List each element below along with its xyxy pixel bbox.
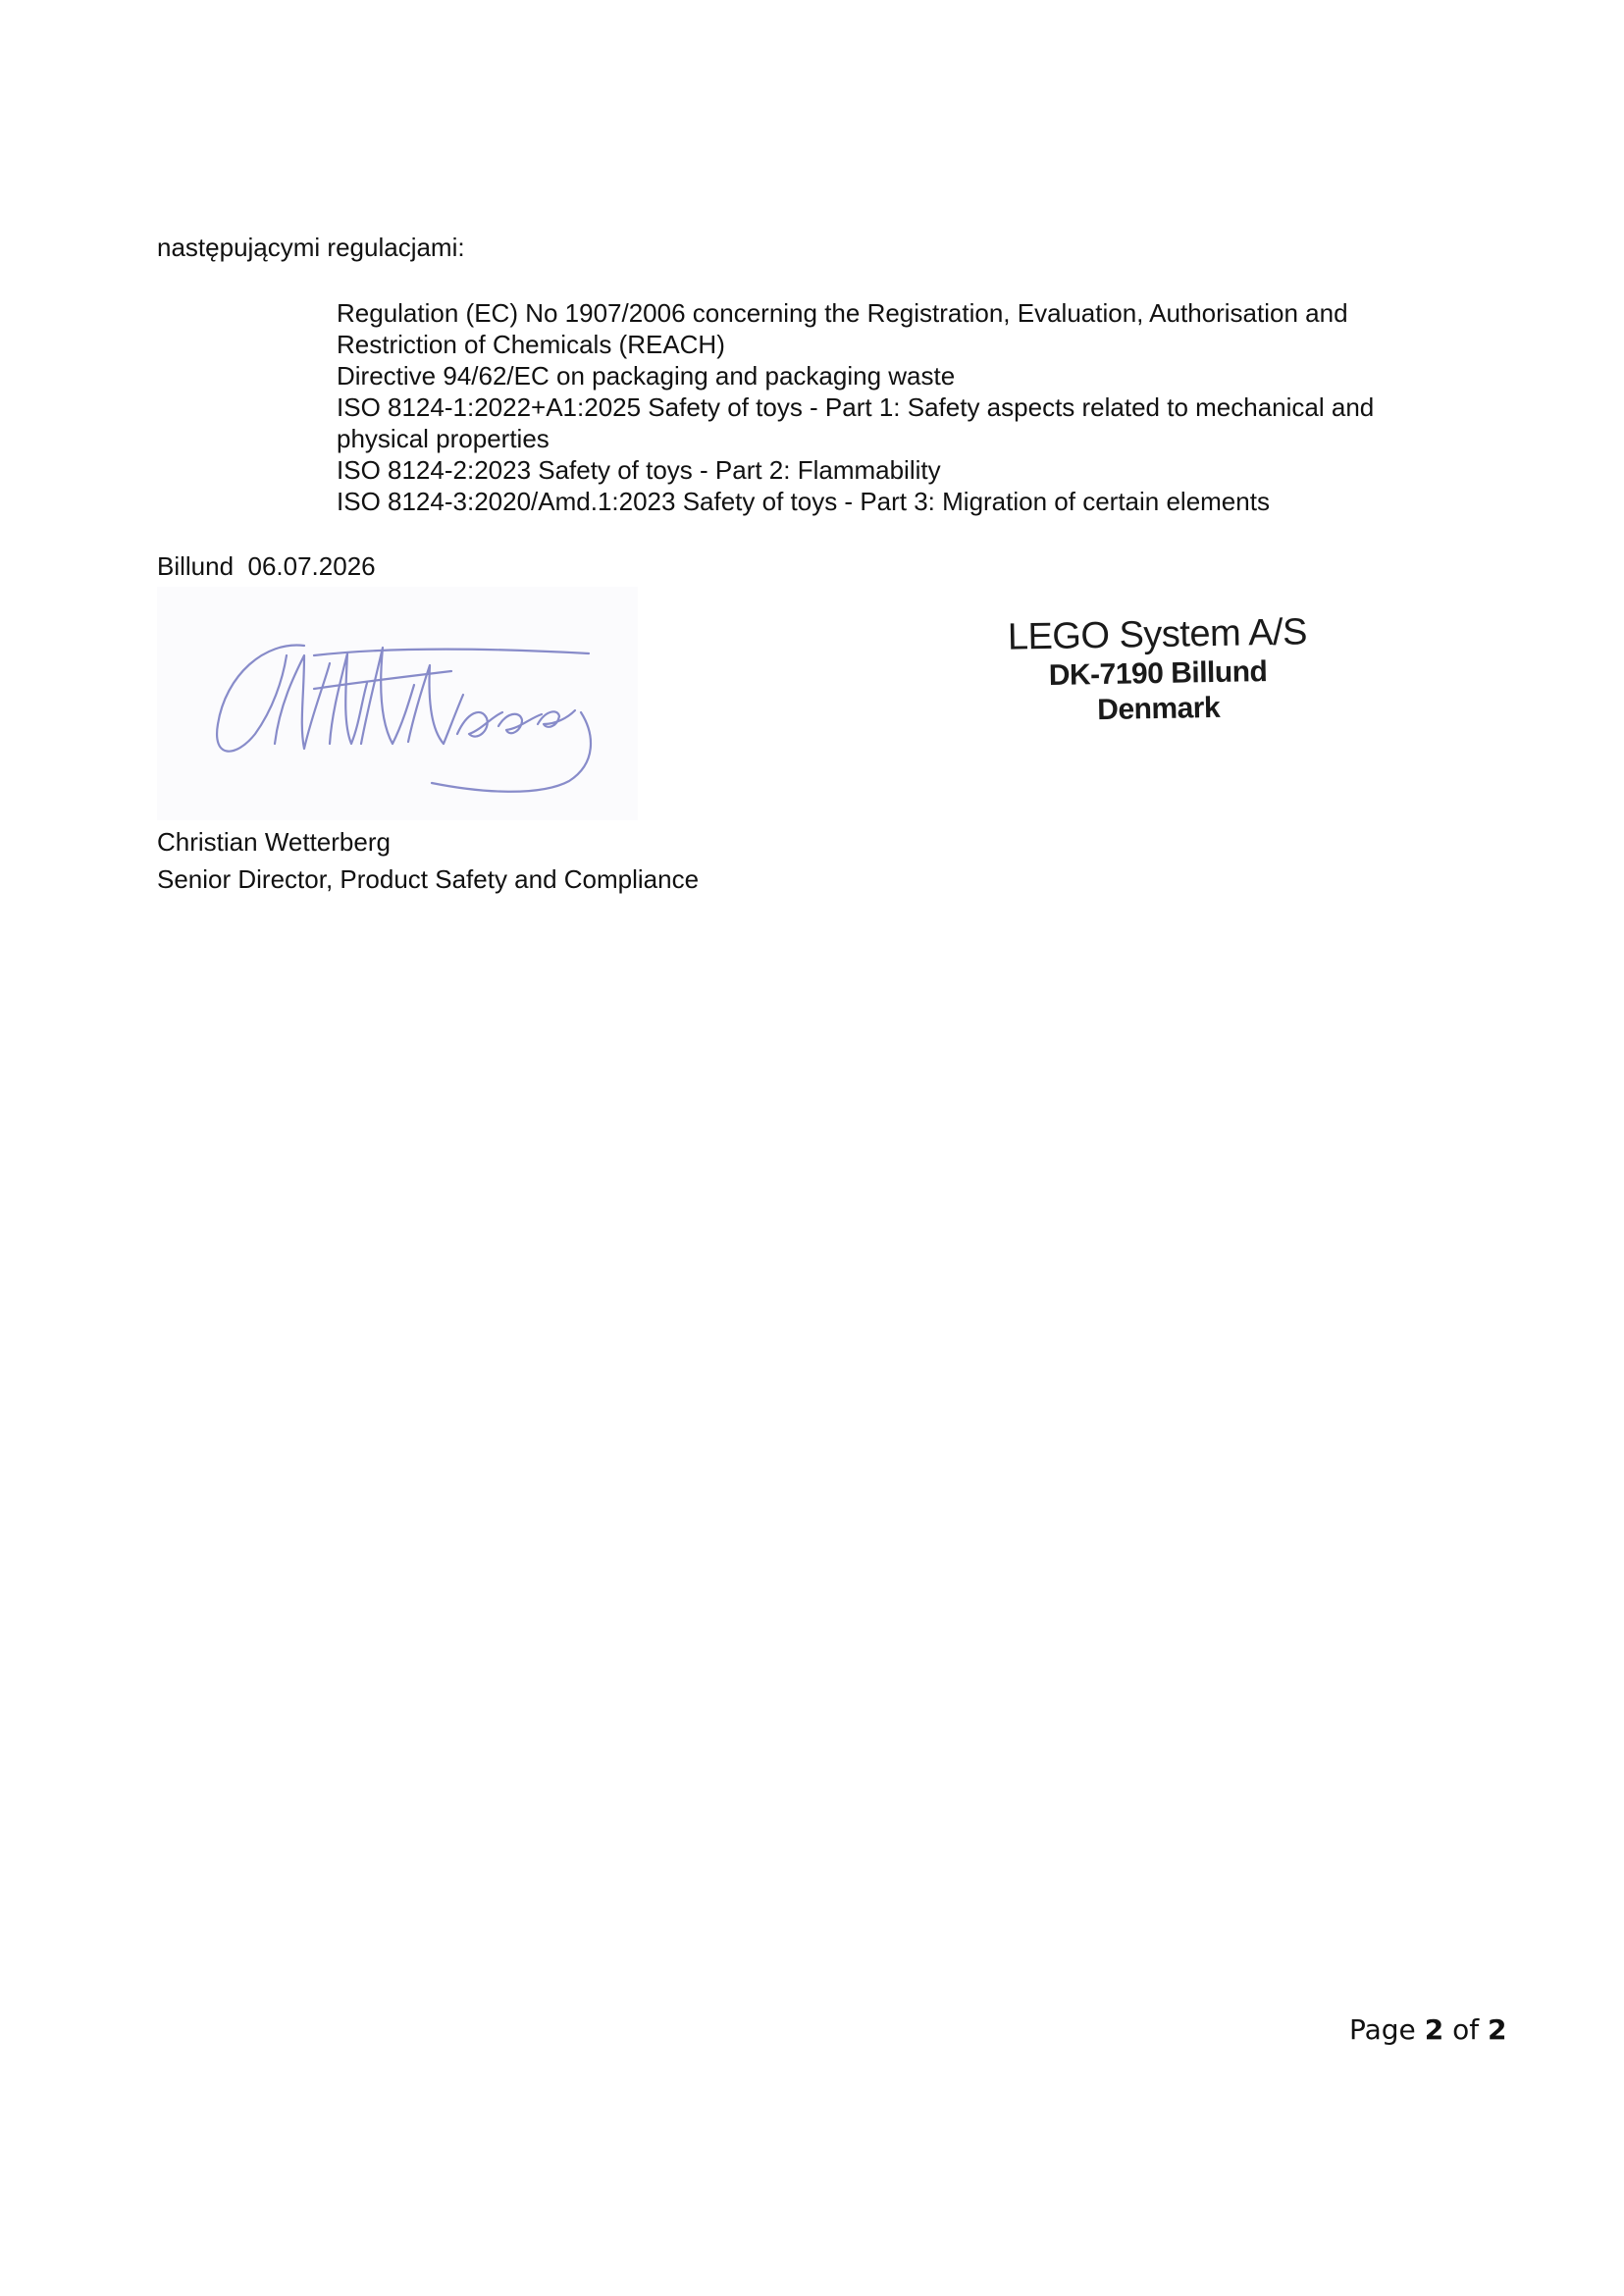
page-current: 2 [1424,2013,1444,2046]
page-prefix: Page [1349,2013,1425,2046]
regulation-item: ISO 8124-3:2020/Amd.1:2023 Safety of toys - Part 3: Migration of certain elements [337,487,1270,516]
regulations-list [337,297,1455,517]
regulation-item: ISO 8124-2:2023 Safety of toys - Part 2: Flammability [337,455,941,485]
stamp-country: Denmark [1096,691,1221,727]
signer-title: Senior Director, Product Safety and Compliance [157,864,700,894]
signer-name: Christian Wetterberg [157,827,391,857]
stamp-postal-city: DK-7190 Billund [1048,655,1268,692]
regulation-item: Directive 94/62/EC on packaging and packaging waste [337,361,956,391]
place-and-date: Billund 06.07.2026 [157,551,376,581]
handwritten-signature [157,587,638,820]
regulation-item: Regulation (EC) No 1907/2006 concerning the Registration, Evaluation, Authorisation and Restriction of Chemicals (REACH) [337,298,1348,359]
signature-drawing [157,587,638,820]
intro-text: następującymi regulacjami: [157,233,465,262]
stamp-company-name: LEGO System A/S [1007,611,1308,658]
company-stamp [980,610,1336,730]
regulation-item: ISO 8124-1:2022+A1:2025 Safety of toys - Part 1: Safety aspects related to mechanical and physical properties [337,392,1375,453]
page-total: 2 [1487,2013,1507,2046]
page-separator: of [1443,2013,1488,2046]
page-number [1349,2013,1506,2047]
